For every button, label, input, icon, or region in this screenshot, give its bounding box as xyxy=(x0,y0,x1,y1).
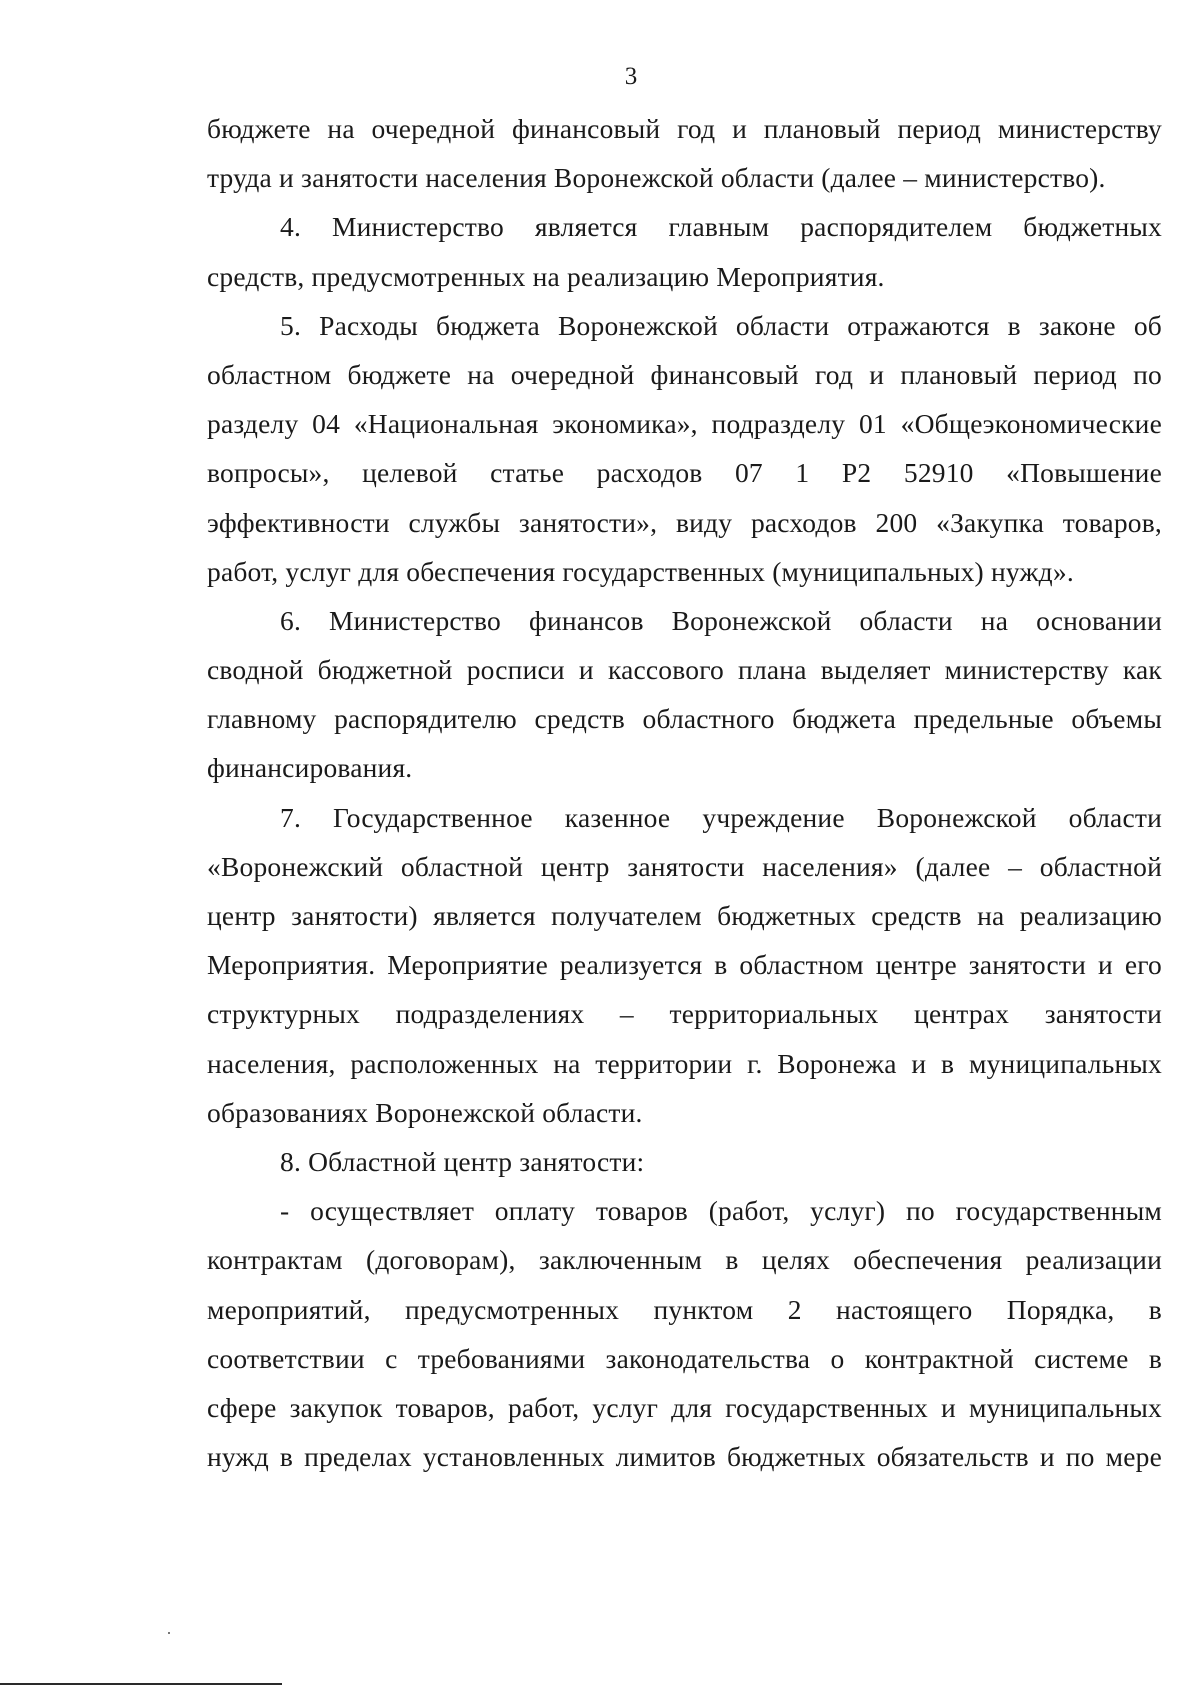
document-body xyxy=(207,104,1162,1481)
paragraph-5-line-1: 5. Расходы бюджета Воронежской области отражаются в законе об xyxy=(280,309,1162,341)
text-line-1: бюджете на очередной финансовый год и плановый период министерству xyxy=(207,113,1162,144)
paragraph-7-line-1: 7. Государственное казенное учреждение Воронежской области xyxy=(280,801,1162,833)
paragraph-8-item-line-3: мероприятий, предусмотренных пунктом 2 настоящего Порядка, в xyxy=(207,1293,1162,1325)
paragraph-8-item-line-4: соответствии с требованиями законодательства о контрактной системе в xyxy=(207,1342,1162,1374)
page-number: 3 xyxy=(624,63,638,90)
paragraph-5-line-3: разделу 04 «Национальная экономика», подразделу 01 «Общеэкономические xyxy=(207,408,1162,440)
paragraph-5-line-6: работ, услуг для обеспечения государственных (муниципальных) нужд». xyxy=(207,555,1074,587)
text-line-2: труда и занятости населения Воронежской области (далее – министерство). xyxy=(207,162,1106,194)
paragraph-7-line-4: Мероприятия. Мероприятие реализуется в областном центре занятости и его xyxy=(207,949,1162,981)
bottom-edge-rule xyxy=(0,1683,282,1685)
paragraph-7-line-5: структурных подразделениях – территориальных центрах занятости xyxy=(207,998,1162,1030)
paragraph-7-line-3: центр занятости) является получателем бюджетных средств на реализацию xyxy=(207,900,1162,931)
paragraph-7-line-6: населения, расположенных на территории г. Воронежа и в муниципальных xyxy=(207,1047,1162,1079)
paragraph-7-line-7: образованиях Воронежской области. xyxy=(207,1096,643,1128)
paragraph-7-line-2: «Воронежский областной центр занятости населения» (далее – областной xyxy=(207,850,1162,882)
paragraph-4-line-2: средств, предусмотренных на реализацию Мероприятия. xyxy=(207,260,885,292)
paragraph-4-line-1: 4. Министерство является главным распорядителем бюджетных xyxy=(280,211,1162,243)
paragraph-6-line-2: сводной бюджетной росписи и кассового плана выделяет министерству как xyxy=(207,654,1162,686)
paragraph-8-item-line-1: - осуществляет оплату товаров (работ, услуг) по государственным xyxy=(280,1195,1162,1227)
scan-speck xyxy=(168,1632,170,1634)
paragraph-8-item-line-2: контрактам (договорам), заключенным в целях обеспечения реализации xyxy=(207,1244,1162,1276)
paragraph-5-line-2: областном бюджете на очередной финансовый год и плановый период по xyxy=(207,358,1162,390)
paragraph-6-line-3: главному распорядителю средств областного бюджета предельные объемы xyxy=(207,703,1162,735)
paragraph-5-line-5: эффективности службы занятости», виду расходов 200 «Закупка товаров, xyxy=(207,506,1162,538)
paragraph-8-heading: 8. Областной центр занятости: xyxy=(280,1145,645,1177)
paragraph-8-item-line-6: нужд в пределах установленных лимитов бюджетных обязательств и по мере xyxy=(207,1441,1162,1473)
paragraph-6-line-1: 6. Министерство финансов Воронежской области на основании xyxy=(280,604,1162,636)
paragraph-5-line-4: вопросы», целевой статье расходов 07 1 Р2 52910 «Повышение xyxy=(207,457,1162,489)
paragraph-8-item-line-5: сфере закупок товаров, работ, услуг для государственных и муниципальных xyxy=(207,1391,1162,1423)
paragraph-6-line-4: финансирования. xyxy=(207,752,413,784)
